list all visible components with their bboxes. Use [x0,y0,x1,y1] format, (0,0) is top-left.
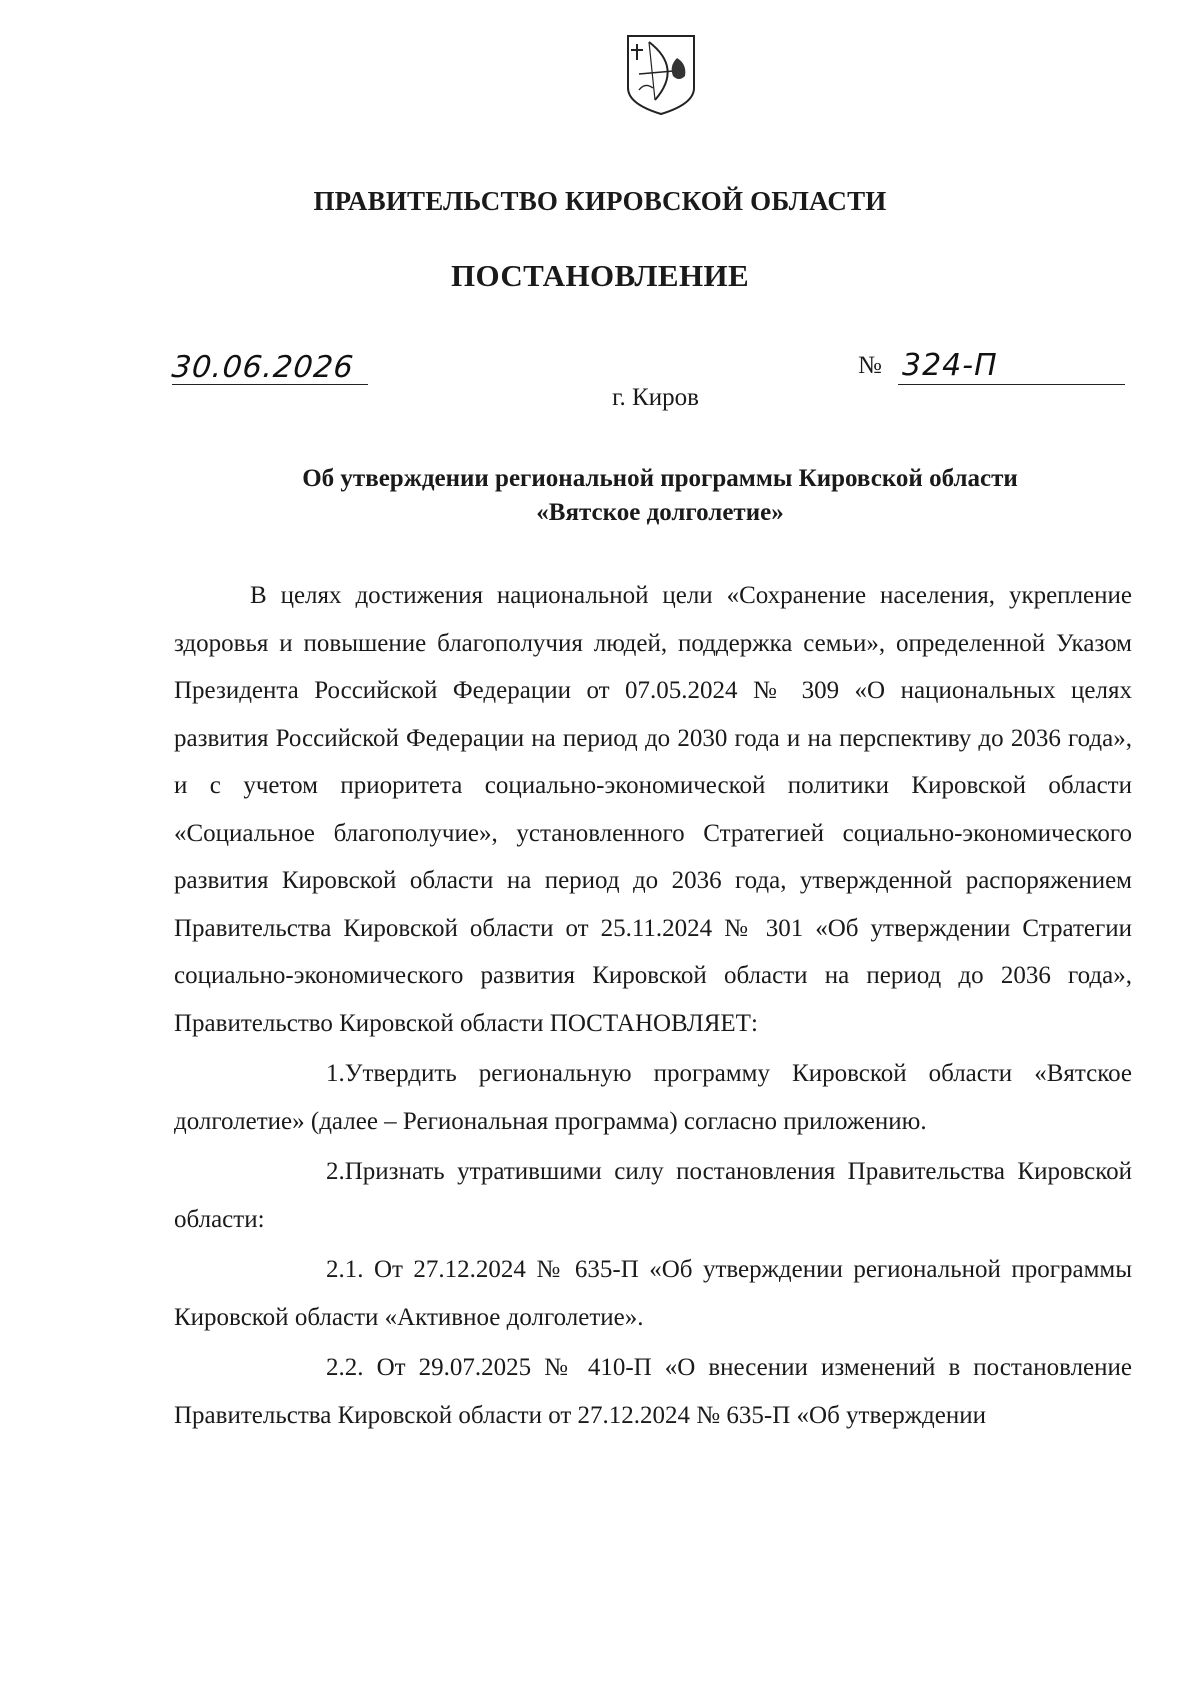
subject-line-1: Об утверждении региональной программы Кировской области [302,465,1018,492]
item-number: 2.1. [326,1256,364,1283]
subject-line-2: «Вятское долголетие» [536,499,784,526]
list-item [174,1148,1132,1243]
document-body [174,572,1132,1439]
item-number: 2.2. [326,1354,364,1381]
document-subject [180,462,1140,530]
number-sign: № [858,352,882,379]
item-text: От 29.07.2025 № 410-П «О внесении изменений в постановление Правительства Кировской области от 27.12.2024 № 635-П «Об утверждении [174,1354,1133,1429]
document-number: 324-П [902,348,998,383]
item-text: Признать утратившими силу постановления Правительства Кировской области: [174,1158,1132,1233]
item-number: 2. [326,1158,345,1185]
list-item [174,1050,1132,1145]
list-item [174,1344,1132,1439]
item-text: Утвердить региональную программу Кировской области «Вятское долголетие» (далее – Региональная программа) согласно приложению. [174,1060,1132,1135]
item-text: От 27.12.2024 № 635-П «Об утверждении региональной программы Кировской области «Активное долголетие». [174,1256,1133,1331]
list-item [174,1246,1132,1341]
document-date: 30.06.2026 [170,350,356,385]
city-label: г. Киров [612,384,699,411]
number-field [898,348,1125,385]
date-field [172,348,368,385]
organization-title: ПРАВИТЕЛЬСТВО КИРОВСКОЙ ОБЛАСТИ [313,186,887,216]
coat-of-arms-icon [625,34,697,116]
preamble-paragraph: В целях достижения национальной цели «Сохранение населения, укрепление здоровья и повышение благополучия людей, поддержка семьи», определенной Указом Президента Российской Федерации от 07.05.2024 № 309 «О национальных целях развития Российской Федерации на период до 2030 года и на перспективу до 2036 года», и с учетом приоритета социально-экономической политики Кировской области «Социальное благополучие», установленного Стратегией социально-экономического развития Кировской области на период до 2036 года, утвержденной распоряжением Правительства Кировской области от 25.11.2024 № 301 «Об утверждении Стратегии социально-экономического развития Кировской области на период до 2036 года», Правительство Кировской области ПОСТАНОВЛЯЕТ: [174,582,1132,1037]
document-type-heading: ПОСТАНОВЛЕНИЕ [450,258,750,293]
item-number: 1. [326,1060,345,1087]
